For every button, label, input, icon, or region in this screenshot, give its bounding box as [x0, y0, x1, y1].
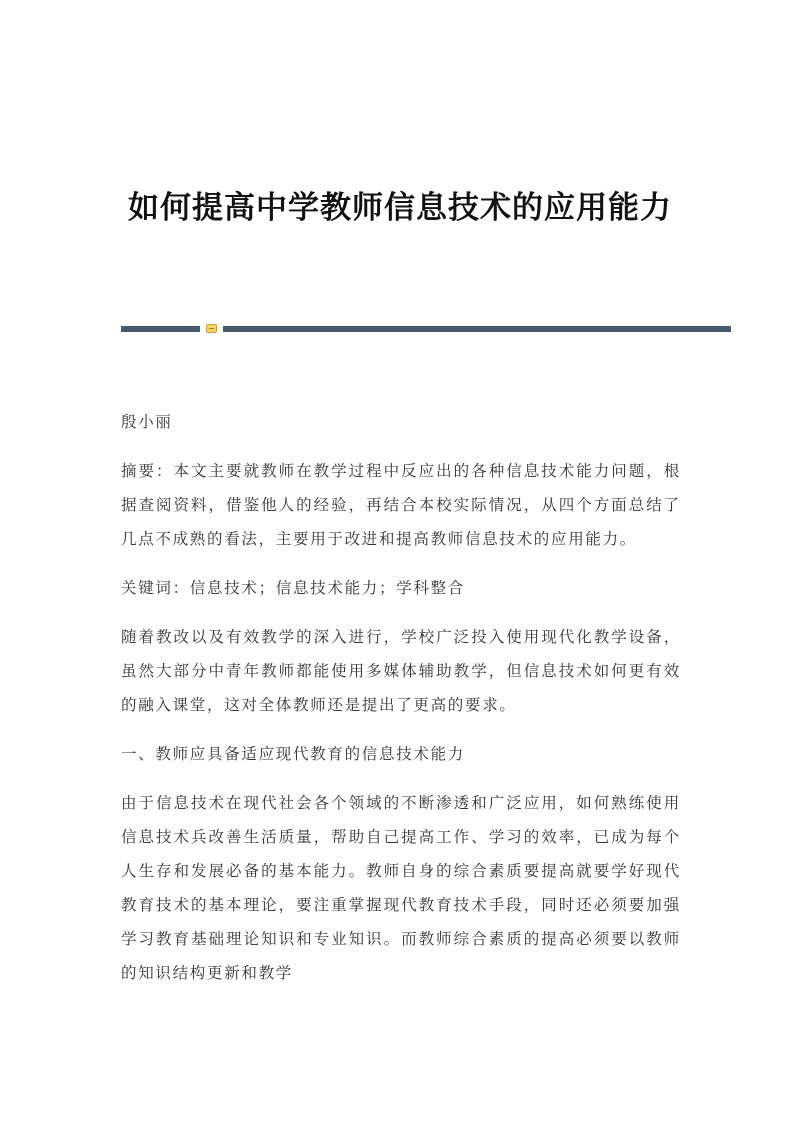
title-divider	[121, 325, 731, 333]
section-heading: 一、教师应具备适应现代教育的信息技术能力	[121, 745, 466, 763]
keywords-paragraph: 关键词：信息技术；信息技术能力；学科整合	[121, 579, 466, 597]
divider-bar-left	[121, 326, 200, 332]
section-paragraph: 由于信息技术在现代社会各个领域的不断渗透和广泛应用，如何熟练使用信息技术兵改善生活质量，帮助自己提高工作、学习的效率，已成为每个人生存和发展必备的基本能力。教师自身的综合素质要提高就要学好现代教育技术的基本理论，要注重掌握现代教育技术手段，同时还必须要加强学习教育基础理论知识和专业知识。而教师综合素质的提高必须要以教师的知识结构更新和教学	[121, 794, 681, 982]
abstract-paragraph: 摘要：本文主要就教师在教学过程中反应出的各种信息技术能力问题，根据查阅资料，借鉴他人的经验，再结合本校实际情况，从四个方面总结了几点不成熟的看法，主要用于改进和提高教师信息技术的应用能力。	[121, 462, 681, 548]
document-title: 如何提高中学教师信息技术的应用能力	[128, 190, 672, 226]
author: 殷小丽	[121, 413, 173, 431]
envelope-icon	[206, 324, 217, 333]
document-body	[121, 405, 681, 1005]
divider-bar-right	[223, 326, 731, 332]
intro-paragraph: 随着教改以及有效教学的深入进行，学校广泛投入使用现代化教学设备，虽然大部分中青年教师都能使用多媒体辅助教学，但信息技术如何更有效的融入课堂，这对全体教师还是提出了更高的要求。	[121, 628, 681, 714]
